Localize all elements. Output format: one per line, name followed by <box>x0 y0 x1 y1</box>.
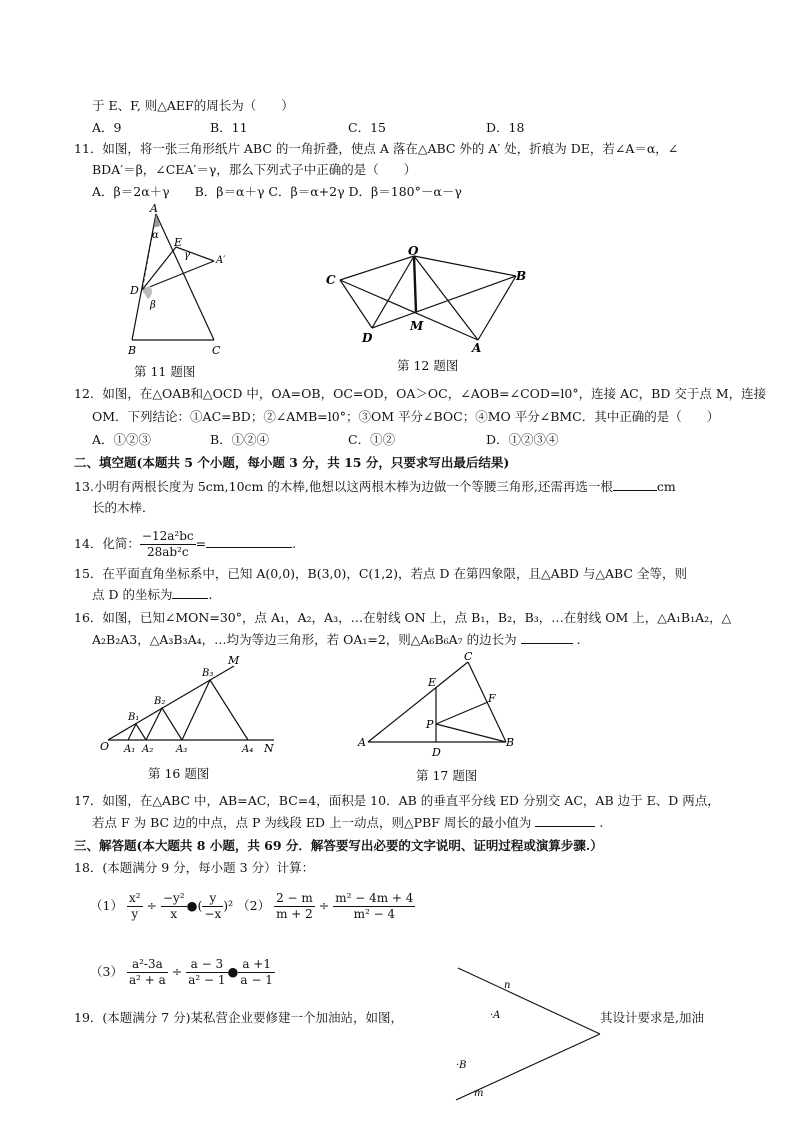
label-d: D <box>362 331 373 345</box>
label-f: F <box>488 692 496 705</box>
label-b: B <box>516 269 527 283</box>
label-c: C <box>464 652 473 663</box>
label-beta: β <box>150 300 156 311</box>
q11-options: A．β＝2α＋γ B．β＝α＋γ C．β＝α+2γ D．β＝180°－α－γ <box>92 184 462 199</box>
label-b: B <box>128 344 137 357</box>
q18-header: 18．(本题满分 9 分，每小题 3 分）计算： <box>74 860 315 875</box>
label-a: ·A <box>490 1010 501 1021</box>
label-n: n <box>504 980 511 991</box>
label-a2: A₂ <box>142 744 154 755</box>
label-a4: A₄ <box>242 744 254 755</box>
q19-stem-left: 19．(本题满分 7 分)某私营企业要修建一个加油站，如图， <box>74 1010 404 1025</box>
label-m: m <box>474 1088 484 1099</box>
label-a1: A₁ <box>124 744 136 755</box>
label-b2: B₂ <box>154 696 166 707</box>
q13-stem-line2: 长的木棒． <box>92 500 155 515</box>
figure-12-caption: 第 12 题图 <box>397 358 459 373</box>
q10-stem: 于 E、F, 则△AEF的周长为（ ） <box>92 98 294 113</box>
q10-option-d: D．18 <box>486 120 525 135</box>
label-b: B <box>506 736 515 749</box>
label-a: A <box>472 341 482 354</box>
label-a-prime: A′ <box>216 255 226 266</box>
q10-option-c: C．15 <box>348 120 386 135</box>
label-o: O <box>408 244 419 258</box>
figure-17 <box>356 652 526 760</box>
label-b3: B₃ <box>202 668 214 679</box>
q14-stem: 14．化简： $\frac{\text{−12a²bc}}{\text{28ab²c}}$ = . <box>74 529 297 559</box>
q12-stem-line2: OM．下列结论：①AC=BD；②∠AMB=l0°；③OM 平分∠BOC；④MO 平分∠BMC．其中正确的是（ ） <box>92 409 720 424</box>
q17-stem-line2: 若点 F 为 BC 边的中点，点 P 为线段 ED 上一动点，则△PBF 周长的最小值为 . <box>92 815 604 830</box>
label-c: C <box>212 344 221 357</box>
figure-17-caption: 第 17 题图 <box>416 768 478 783</box>
q11-stem-line2: BDA′＝β，∠CEA′＝γ，那么下列式子中正确的是（ ） <box>92 162 417 177</box>
label-a: A <box>150 202 158 215</box>
section-2-heading: 二、填空题(本题共 5 个小题，每小题 3 分，共 15 分，只要求写出最后结果) <box>74 455 510 470</box>
q17-stem-line1: 17．如图，在△ABC 中，AB=AC，BC=4，面积是 10．AB 的垂直平分线 ED 分别交 AC，AB 边于 E、D 两点， <box>74 793 720 808</box>
figure-19 <box>446 964 606 1104</box>
figure-11 <box>110 200 250 360</box>
figure-11-caption: 第 11 题图 <box>134 364 196 379</box>
q15-stem-line2: 点 D 的坐标为 . <box>92 587 213 602</box>
figure-16 <box>98 652 288 758</box>
q10-option-a: A．9 <box>92 120 122 135</box>
q12-stem-line1: 12．如图，在△OAB和△OCD 中，OA=OB，OC=OD，OA＞OC，∠AOB=∠COD=l0°，连接 AC，BD 交于点 M，连接 <box>74 386 767 401</box>
label-m: M <box>410 319 424 333</box>
q18-part1: （1） $\frac{\text{x²}}{y}$ ÷ $\frac{\text{−y²}}{x}$ ●( $\frac{y}{-x}$ )² （2） $\frac{2 - m}{m + 2}$ ÷ $\frac{\text{m² − 4m + 4}}{\text{m² − 4}}$ <box>90 891 414 921</box>
label-b: ·B <box>456 1060 467 1071</box>
q12-option-b: B．①②④ <box>210 432 270 447</box>
label-m: M <box>228 654 240 667</box>
label-o: O <box>100 740 110 753</box>
figure-16-caption: 第 16 题图 <box>148 766 210 781</box>
label-b1: B₁ <box>128 712 140 723</box>
label-e: E <box>174 236 183 249</box>
label-gamma: γ <box>184 250 190 261</box>
label-c: C <box>326 273 336 287</box>
q19-stem-right: 其设计要求是,加油 <box>600 1010 704 1025</box>
label-a3: A₃ <box>176 744 188 755</box>
label-e: E <box>428 676 437 689</box>
q12-option-c: C．①② <box>348 432 396 447</box>
label-d: D <box>432 746 441 759</box>
label-d: D <box>130 284 139 297</box>
q15-stem-line1: 15．在平面直角坐标系中，已知 A(0,0)，B(3,0)，C(1,2)，若点 D 在第四象限，且△ABD 与△ABC 全等，则 <box>74 566 687 581</box>
q13-stem-line1: 13.小明有两根长度为 5cm,10cm 的木棒,他想以这两根木棒为边做一个等腰三角形,还需再选一根 cm <box>74 479 676 494</box>
label-alpha: α <box>152 230 159 241</box>
section-3-heading: 三、解答题(本大题共 8 小题，共 69 分．解答要写出必要的文字说明、证明过程或演算步骤.） <box>74 838 603 853</box>
q16-stem-line2: A₂B₂A3，△A₃B₃A₄，…均为等边三角形，若 OA₁=2，则△A₆B₆A₇ 的边长为 . <box>92 632 581 647</box>
label-p: P <box>426 718 434 731</box>
q10-option-b: B．11 <box>210 120 248 135</box>
q12-option-a: A．①②③ <box>92 432 152 447</box>
q16-stem-line1: 16．如图，已知∠MON=30°，点 A₁，A₂，A₃，…在射线 ON 上，点 B₁，B₂，B₃，…在射线 OM 上，△A₁B₁A₂，△ <box>74 610 732 625</box>
q18-part3: （3） $\frac{\text{a²-3a}}{\text{a² + a}}$ ÷ $\frac{a - 3}{\text{a² − 1}}$ ● $\frac{a +1}{a - 1}$ <box>90 957 273 987</box>
label-n: N <box>264 742 274 755</box>
q11-stem-line1: 11．如图，将一张三角形纸片 ABC 的一角折叠，使点 A 落在△ABC 外的 A′ 处，折痕为 DE，若∠A＝α，∠ <box>74 141 679 156</box>
figure-12 <box>320 244 540 354</box>
q12-option-d: D．①②③④ <box>486 432 559 447</box>
label-a: A <box>358 736 366 749</box>
